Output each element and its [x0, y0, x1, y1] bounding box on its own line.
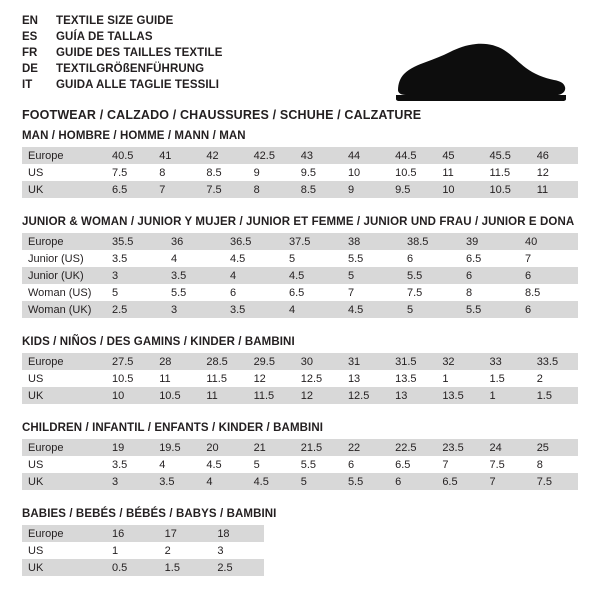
- cell: 3: [106, 473, 153, 490]
- row-label: UK: [22, 387, 106, 404]
- cell: 4.5: [200, 456, 247, 473]
- section-babies: [22, 508, 578, 576]
- cell: 3.5: [224, 301, 283, 318]
- cell: 10.5: [106, 370, 153, 387]
- cell: 9.5: [295, 164, 342, 181]
- table-row: [22, 542, 264, 559]
- dress-shoe-icon: [390, 40, 570, 104]
- language-title: GUIDA ALLE TAGLIE TESSILI: [56, 79, 220, 91]
- cell: 4.5: [224, 250, 283, 267]
- cell: 44.5: [389, 147, 436, 164]
- cell: 6: [519, 267, 578, 284]
- section-title: JUNIOR & WOMAN / JUNIOR Y MUJER / JUNIOR ET FEMME / JUNIOR UND FRAU / JUNIOR E DONA: [22, 216, 575, 228]
- cell: 8.5: [295, 181, 342, 198]
- cell: 8: [460, 284, 519, 301]
- cell: 6.5: [283, 284, 342, 301]
- cell: 3.5: [153, 473, 200, 490]
- cell: 4: [224, 267, 283, 284]
- cell: 5: [283, 250, 342, 267]
- cell: 10: [106, 387, 153, 404]
- cell: 6: [342, 456, 389, 473]
- cell: 5: [295, 473, 342, 490]
- cell: 22: [342, 439, 389, 456]
- cell: 2: [531, 370, 578, 387]
- cell: 2.5: [211, 559, 264, 576]
- cell: 20: [200, 439, 247, 456]
- cell: 1: [436, 370, 483, 387]
- table-row: [22, 456, 578, 473]
- table-row: [22, 370, 578, 387]
- size-table-junior-woman: [22, 233, 578, 318]
- row-label: Europe: [22, 525, 106, 542]
- cell: 4.5: [283, 267, 342, 284]
- cell: 7.5: [106, 164, 153, 181]
- table-row: [22, 181, 578, 198]
- cell: 40.5: [106, 147, 153, 164]
- cell: 33.5: [531, 353, 578, 370]
- cell: 1: [106, 542, 159, 559]
- cell: 8: [248, 181, 295, 198]
- cell: 4: [283, 301, 342, 318]
- section-title: MAN / HOMBRE / HOMME / MANN / MAN: [22, 130, 246, 142]
- cell: 16: [106, 525, 159, 542]
- section-title: KIDS / NIÑOS / DES GAMINS / KINDER / BAMBINI: [22, 336, 295, 348]
- cell: 12.5: [342, 387, 389, 404]
- size-table-babies: [22, 525, 264, 576]
- row-label: UK: [22, 473, 106, 490]
- language-row: [22, 48, 223, 64]
- cell: 43: [295, 147, 342, 164]
- cell: 12: [295, 387, 342, 404]
- cell: 42: [200, 147, 247, 164]
- cell: 17: [159, 525, 212, 542]
- cell: 18: [211, 525, 264, 542]
- cell: 10: [436, 181, 483, 198]
- cell: 8.5: [519, 284, 578, 301]
- size-table-man: [22, 147, 578, 198]
- language-row: [22, 64, 223, 80]
- row-label: UK: [22, 559, 106, 576]
- row-label: UK: [22, 181, 106, 198]
- cell: 28.5: [200, 353, 247, 370]
- cell: 10: [342, 164, 389, 181]
- cell: 11.5: [248, 387, 295, 404]
- language-code: ES: [22, 31, 38, 43]
- cell: 5: [248, 456, 295, 473]
- cell: 13: [342, 370, 389, 387]
- cell: 21: [248, 439, 295, 456]
- section-kids: [22, 336, 578, 404]
- language-title: GUIDE DES TAILLES TEXTILE: [56, 47, 223, 59]
- cell: 4: [165, 250, 224, 267]
- cell: 28: [153, 353, 200, 370]
- row-label: US: [22, 370, 106, 387]
- language-title: TEXTILE SIZE GUIDE: [56, 15, 174, 27]
- row-label: Europe: [22, 147, 106, 164]
- cell: 32: [436, 353, 483, 370]
- cell: 12: [248, 370, 295, 387]
- cell: 10.5: [389, 164, 436, 181]
- cell: 25: [531, 439, 578, 456]
- cell: 6: [224, 284, 283, 301]
- cell: 10.5: [153, 387, 200, 404]
- cell: 23.5: [436, 439, 483, 456]
- cell: 45: [436, 147, 483, 164]
- language-code: FR: [22, 47, 38, 59]
- cell: 5.5: [460, 301, 519, 318]
- cell: 3: [165, 301, 224, 318]
- section-children: [22, 422, 578, 490]
- cell: 7.5: [531, 473, 578, 490]
- cell: 40: [519, 233, 578, 250]
- table-row: [22, 439, 578, 456]
- cell: 11.5: [484, 164, 531, 181]
- language-row: [22, 16, 223, 32]
- cell: 36.5: [224, 233, 283, 250]
- cell: 6: [401, 250, 460, 267]
- cell: 7: [519, 250, 578, 267]
- table-row: [22, 250, 578, 267]
- language-code: EN: [22, 15, 38, 27]
- cell: 22.5: [389, 439, 436, 456]
- cell: 41: [153, 147, 200, 164]
- cell: 1.5: [484, 370, 531, 387]
- header: [22, 15, 578, 122]
- cell: 4: [153, 456, 200, 473]
- cell: 6.5: [106, 181, 153, 198]
- cell: 11: [531, 181, 578, 198]
- row-label: Europe: [22, 353, 106, 370]
- cell: 7: [342, 284, 401, 301]
- cell: 1.5: [159, 559, 212, 576]
- row-label: Woman (US): [22, 284, 106, 301]
- language-code: DE: [22, 63, 38, 75]
- cell: 13: [389, 387, 436, 404]
- cell: 36: [165, 233, 224, 250]
- table-row: [22, 387, 578, 404]
- row-label: Europe: [22, 233, 106, 250]
- language-title: GUÍA DE TALLAS: [56, 31, 153, 43]
- cell: 5.5: [295, 456, 342, 473]
- cell: 7.5: [484, 456, 531, 473]
- cell: 44: [342, 147, 389, 164]
- language-code: IT: [22, 79, 33, 91]
- cell: 2.5: [106, 301, 165, 318]
- cell: 6: [389, 473, 436, 490]
- row-label: US: [22, 456, 106, 473]
- cell: 9: [248, 164, 295, 181]
- cell: 4: [200, 473, 247, 490]
- section-man: [22, 130, 578, 198]
- cell: 45.5: [484, 147, 531, 164]
- row-label: US: [22, 542, 106, 559]
- row-label: Junior (UK): [22, 267, 106, 284]
- table-row: [22, 473, 578, 490]
- cell: 7: [153, 181, 200, 198]
- cell: 7: [436, 456, 483, 473]
- cell: 8: [531, 456, 578, 473]
- row-label: Woman (UK): [22, 301, 106, 318]
- cell: 6.5: [389, 456, 436, 473]
- cell: 31.5: [389, 353, 436, 370]
- cell: 10.5: [484, 181, 531, 198]
- cell: 6: [460, 267, 519, 284]
- table-row: [22, 233, 578, 250]
- size-table-kids: [22, 353, 578, 404]
- cell: 38.5: [401, 233, 460, 250]
- cell: 13.5: [389, 370, 436, 387]
- cell: 8.5: [200, 164, 247, 181]
- cell: 12.5: [295, 370, 342, 387]
- cell: 35.5: [106, 233, 165, 250]
- cell: 2: [159, 542, 212, 559]
- cell: 5.5: [165, 284, 224, 301]
- cell: 7.5: [200, 181, 247, 198]
- table-row: [22, 267, 578, 284]
- language-row: [22, 80, 223, 96]
- language-title-list: [22, 16, 223, 96]
- section-junior-woman: [22, 216, 578, 318]
- cell: 6: [519, 301, 578, 318]
- cell: 39: [460, 233, 519, 250]
- cell: 33: [484, 353, 531, 370]
- table-row: [22, 525, 264, 542]
- table-row: [22, 147, 578, 164]
- cell: 46: [531, 147, 578, 164]
- section-title: CHILDREN / INFANTIL / ENFANTS / KINDER / BAMBINI: [22, 422, 324, 434]
- category-heading: FOOTWEAR / CALZADO / CHAUSSURES / SCHUHE / CALZATURE: [22, 108, 422, 122]
- cell: 1.5: [531, 387, 578, 404]
- cell: 5: [342, 267, 401, 284]
- cell: 3.5: [106, 250, 165, 267]
- section-title: BABIES / BEBÉS / BÉBÉS / BABYS / BAMBINI: [22, 508, 277, 520]
- cell: 30: [295, 353, 342, 370]
- cell: 37.5: [283, 233, 342, 250]
- cell: 24: [484, 439, 531, 456]
- cell: 4.5: [248, 473, 295, 490]
- cell: 0.5: [106, 559, 159, 576]
- table-row: [22, 353, 578, 370]
- cell: 11: [436, 164, 483, 181]
- cell: 38: [342, 233, 401, 250]
- cell: 5.5: [342, 250, 401, 267]
- language-title: TEXTILGRÖßENFÜHRUNG: [56, 63, 205, 75]
- cell: 29.5: [248, 353, 295, 370]
- cell: 7.5: [401, 284, 460, 301]
- cell: 21.5: [295, 439, 342, 456]
- cell: 5: [106, 284, 165, 301]
- cell: 5.5: [342, 473, 389, 490]
- cell: 7: [484, 473, 531, 490]
- cell: 3.5: [106, 456, 153, 473]
- cell: 3: [106, 267, 165, 284]
- cell: 1: [484, 387, 531, 404]
- cell: 4.5: [342, 301, 401, 318]
- cell: 12: [531, 164, 578, 181]
- table-row: [22, 284, 578, 301]
- cell: 5.5: [401, 267, 460, 284]
- cell: 11: [153, 370, 200, 387]
- cell: 19.5: [153, 439, 200, 456]
- size-table-children: [22, 439, 578, 490]
- cell: 42.5: [248, 147, 295, 164]
- table-row: [22, 164, 578, 181]
- language-row: [22, 32, 223, 48]
- table-row: [22, 559, 264, 576]
- cell: 3.5: [165, 267, 224, 284]
- cell: 11.5: [200, 370, 247, 387]
- cell: 6.5: [460, 250, 519, 267]
- row-label: US: [22, 164, 106, 181]
- cell: 13.5: [436, 387, 483, 404]
- cell: 31: [342, 353, 389, 370]
- cell: 3: [211, 542, 264, 559]
- row-label: Europe: [22, 439, 106, 456]
- cell: 9: [342, 181, 389, 198]
- row-label: Junior (US): [22, 250, 106, 267]
- cell: 19: [106, 439, 153, 456]
- cell: 8: [153, 164, 200, 181]
- cell: 27.5: [106, 353, 153, 370]
- cell: 11: [200, 387, 247, 404]
- table-row: [22, 301, 578, 318]
- cell: 5: [401, 301, 460, 318]
- cell: 9.5: [389, 181, 436, 198]
- cell: 6.5: [436, 473, 483, 490]
